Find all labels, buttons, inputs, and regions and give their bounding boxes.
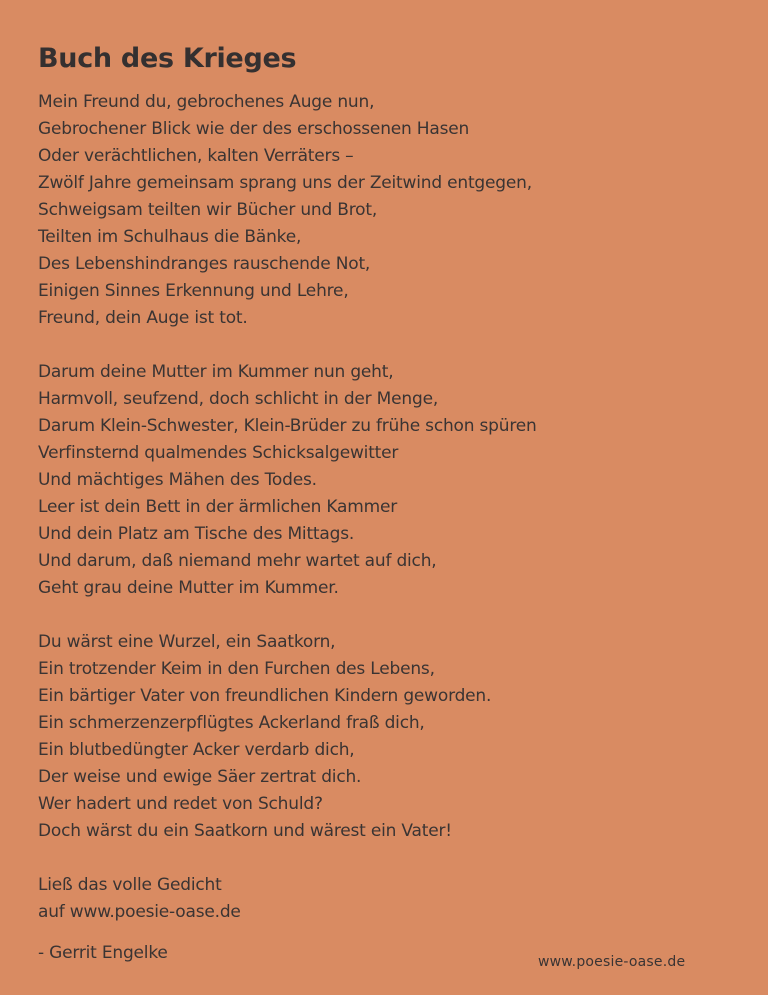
author-credit: - Gerrit Engelke [38, 943, 168, 963]
promo-line: Ließ das volle Gedicht [38, 875, 222, 895]
poem-line: Ein blutbedüngter Acker verdarb dich, [38, 740, 355, 760]
poem-line: Darum deine Mutter im Kummer nun geht, [38, 362, 394, 382]
stanza-3 [38, 629, 738, 845]
poem-line: Des Lebenshindranges rauschende Not, [38, 254, 371, 274]
read-full-poem-note [38, 872, 738, 926]
poem-title: Buch des Krieges [38, 43, 297, 74]
poem-page [38, 40, 738, 967]
poem-line: Ein bärtiger Vater von freundlichen Kindern geworden. [38, 686, 492, 706]
poem-line: Ein schmerzenzerpflügtes Ackerland fraß dich, [38, 713, 425, 733]
poem-line: Geht grau deine Mutter im Kummer. [38, 578, 339, 598]
poem-line: Schweigsam teilten wir Bücher und Brot, [38, 200, 378, 220]
poem-line: Ein trotzender Keim in den Furchen des Lebens, [38, 659, 435, 679]
poem-line: Oder verächtlichen, kalten Verräters – [38, 146, 354, 166]
poem-line: Wer hadert und redet von Schuld? [38, 794, 323, 814]
poem-line: Mein Freund du, gebrochenes Auge nun, [38, 92, 375, 112]
poem-line: Und darum, daß niemand mehr wartet auf dich, [38, 551, 437, 571]
poem-line: Darum Klein-Schwester, Klein-Brüder zu frühe schon spüren [38, 416, 537, 436]
stanza-1 [38, 89, 738, 332]
poem-line: Doch wärst du ein Saatkorn und wärest ein Vater! [38, 821, 452, 841]
poem-line: Und mächtiges Mähen des Todes. [38, 470, 317, 490]
stanza-2 [38, 359, 738, 602]
poem-line: Und dein Platz am Tische des Mittags. [38, 524, 355, 544]
footer-url: www.poesie-oase.de [538, 954, 686, 970]
poem-line: Zwölf Jahre gemeinsam sprang uns der Zeitwind entgegen, [38, 173, 532, 193]
poem-line: Einigen Sinnes Erkennung und Lehre, [38, 281, 349, 301]
poem-line: Du wärst eine Wurzel, ein Saatkorn, [38, 632, 336, 652]
poem-line: Leer ist dein Bett in der ärmlichen Kammer [38, 497, 397, 517]
poem-line: Der weise und ewige Säer zertrat dich. [38, 767, 362, 787]
poem-line: Teilten im Schulhaus die Bänke, [38, 227, 302, 247]
promo-line: auf www.poesie-oase.de [38, 902, 241, 922]
poem-line: Freund, dein Auge ist tot. [38, 308, 248, 328]
poem-line: Gebrochener Blick wie der des erschossenen Hasen [38, 119, 470, 139]
poem-line: Verfinsternd qualmendes Schicksalgewitter [38, 443, 399, 463]
poem-line: Harmvoll, seufzend, doch schlicht in der Menge, [38, 389, 439, 409]
